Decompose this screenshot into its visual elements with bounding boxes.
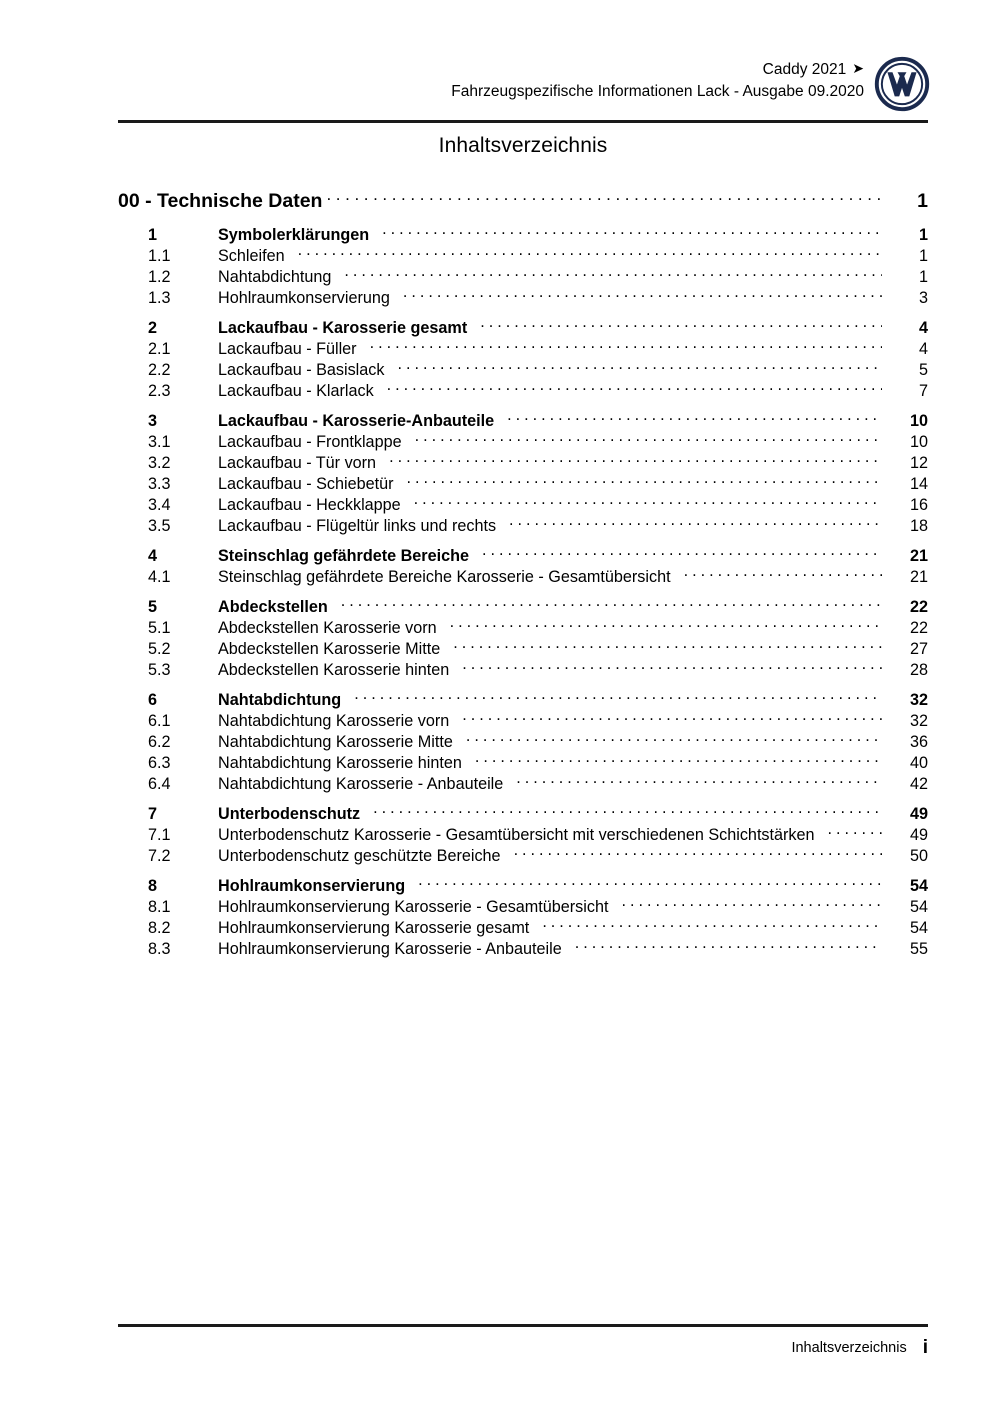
right-arrow-icon: ➤	[852, 60, 864, 76]
toc-entry-page: 10	[909, 412, 928, 431]
toc-entry-title: Unterbodenschutz geschützte Bereiche	[218, 847, 501, 866]
toc-entry-number: 3.1	[148, 433, 171, 452]
dot-leader	[828, 824, 882, 840]
dot-leader	[516, 773, 882, 789]
toc-entry-title: Nahtabdichtung Karosserie - Anbauteile	[218, 775, 504, 794]
footer-page-marker: i	[922, 1337, 928, 1358]
dot-leader	[382, 224, 882, 240]
dot-leader	[418, 875, 882, 891]
toc-entry-page: 40	[909, 754, 928, 773]
toc-entry-number: 3.2	[148, 454, 171, 473]
toc-row[interactable]	[118, 338, 928, 359]
toc-entry-page: 50	[909, 847, 928, 866]
toc-row[interactable]	[118, 287, 928, 308]
toc-entry-title: Schleifen	[218, 247, 285, 266]
toc-row[interactable]	[118, 710, 928, 731]
toc-row[interactable]	[118, 638, 928, 659]
toc-entry-page: 28	[909, 661, 928, 680]
toc-row[interactable]	[118, 359, 928, 380]
toc-entry-title: Abdeckstellen Karosserie Mitte	[218, 640, 441, 659]
toc-entry-title: Hohlraumkonservierung Karosserie - Gesamtübersicht	[218, 898, 609, 917]
toc-entry-number: 5	[148, 598, 158, 617]
toc-entry-number: 3.3	[148, 475, 171, 494]
toc-entry-title: Hohlraumkonservierung	[218, 877, 406, 896]
toc-row[interactable]	[118, 566, 928, 587]
toc-entry-number: 5.1	[148, 619, 171, 638]
toc-entry-title: Symbolerklärungen	[218, 226, 370, 245]
toc-entry-number: 5.3	[148, 661, 171, 680]
dot-leader	[462, 710, 882, 726]
dot-leader	[344, 266, 882, 282]
toc-entry-page: 12	[909, 454, 928, 473]
toc-entry-page: 3	[918, 289, 928, 308]
toc-entry-number: 6.3	[148, 754, 171, 773]
toc-entry-title: Unterbodenschutz Karosserie - Gesamtübersicht mit verschiedenen Schichtstärken	[218, 826, 815, 845]
toc-entry-title: Lackaufbau - Flügeltür links und rechts	[218, 517, 497, 536]
page-footer	[118, 1337, 928, 1359]
toc-row[interactable]	[118, 452, 928, 473]
toc-entry-page: 1	[918, 268, 928, 287]
dot-leader	[453, 638, 882, 654]
dot-leader	[450, 617, 882, 633]
toc-entry-page: 55	[909, 940, 928, 959]
toc-entry-page: 36	[909, 733, 928, 752]
dot-leader	[406, 473, 882, 489]
toc-entry-number: 7.2	[148, 847, 171, 866]
toc-entry-title: Lackaufbau - Frontklappe	[218, 433, 402, 452]
toc-entry-number: 2.3	[148, 382, 171, 401]
toc-entry-page: 21	[909, 547, 928, 566]
toc-row[interactable]	[118, 266, 928, 287]
dot-leader	[482, 545, 882, 561]
toc-entry-page: 21	[909, 568, 928, 587]
dot-leader	[403, 287, 882, 303]
toc-entry-number: 1.1	[148, 247, 171, 266]
toc-row[interactable]	[118, 617, 928, 638]
dot-leader	[354, 689, 882, 705]
toc-row[interactable]	[118, 380, 928, 401]
toc-entry-page: 1	[918, 247, 928, 266]
dot-leader	[684, 566, 882, 582]
toc-entry-number: 8.1	[148, 898, 171, 917]
header-document-line: Fahrzeugspezifische Informationen Lack - Ausgabe 09.2020	[451, 83, 864, 100]
toc-entry-number: 2.2	[148, 361, 171, 380]
table-of-contents	[118, 187, 928, 959]
toc-entry-number: 8.2	[148, 919, 171, 938]
toc-entry-title: Hohlraumkonservierung Karosserie gesamt	[218, 919, 530, 938]
dot-leader	[475, 752, 882, 768]
toc-entry-number: 7	[148, 805, 158, 824]
toc-row[interactable]	[118, 245, 928, 266]
dot-leader	[389, 452, 882, 468]
toc-entry-page: 49	[909, 805, 928, 824]
dot-leader	[415, 431, 882, 447]
toc-row[interactable]	[118, 494, 928, 515]
header-model-line	[118, 58, 864, 81]
toc-entry-number: 1.2	[148, 268, 171, 287]
toc-entry-title: Lackaufbau - Tür vorn	[218, 454, 377, 473]
toc-row[interactable]	[118, 317, 928, 338]
toc-entry-page: 1	[918, 226, 928, 245]
toc-entry-title: Lackaufbau - Basislack	[218, 361, 385, 380]
toc-entry-title: Lackaufbau - Heckklappe	[218, 496, 401, 515]
toc-entry-number: 6.2	[148, 733, 171, 752]
toc-row[interactable]	[118, 938, 928, 959]
toc-row[interactable]	[118, 659, 928, 680]
dot-leader	[298, 245, 882, 261]
toc-row[interactable]	[118, 689, 928, 710]
toc-entry-page: 32	[909, 691, 928, 710]
toc-entry-title: Lackaufbau - Klarlack	[218, 382, 374, 401]
toc-row[interactable]	[118, 545, 928, 566]
toc-entry-page: 14	[909, 475, 928, 494]
toc-entry-number: 2.1	[148, 340, 171, 359]
dot-leader	[370, 338, 882, 354]
toc-entry-number: 4	[148, 547, 158, 566]
toc-entry-title: Hohlraumkonservierung	[218, 289, 390, 308]
toc-entry-title: Nahtabdichtung	[218, 268, 332, 287]
header-model-label: Caddy 2021	[762, 61, 847, 78]
toc-entry-title: Steinschlag gefährdete Bereiche Karosserie - Gesamtübersicht	[218, 568, 671, 587]
dot-leader	[387, 380, 882, 396]
footer-divider	[118, 1324, 928, 1327]
toc-entry-number: 5.2	[148, 640, 171, 659]
dot-leader	[542, 917, 882, 933]
toc-entry-title: Lackaufbau - Karosserie-Anbauteile	[218, 412, 495, 431]
toc-entry-number: 3.5	[148, 517, 171, 536]
dot-leader	[397, 359, 882, 375]
toc-entry-number: 6.4	[148, 775, 171, 794]
toc-entry-title: Lackaufbau - Schiebetür	[218, 475, 394, 494]
header-divider	[118, 120, 928, 123]
toc-entry-number: 6	[148, 691, 158, 710]
toc-entry-page: 4	[918, 340, 928, 359]
toc-entry-page: 22	[909, 619, 928, 638]
page-title: Inhaltsverzeichnis	[438, 134, 608, 157]
toc-entry-page: 7	[918, 382, 928, 401]
toc-entry-page: 54	[909, 898, 928, 917]
toc-entry-title: Nahtabdichtung Karosserie vorn	[218, 712, 450, 731]
toc-entry-number: 4.1	[148, 568, 171, 587]
dot-leader	[414, 494, 882, 510]
toc-entry-page: 18	[909, 517, 928, 536]
dot-leader	[326, 187, 882, 207]
toc-row[interactable]	[118, 731, 928, 752]
dot-leader	[462, 659, 882, 675]
toc-chapter-page: 1	[917, 189, 928, 212]
toc-entry-number: 7.1	[148, 826, 171, 845]
toc-entry-page: 32	[909, 712, 928, 731]
toc-entry-number: 3.4	[148, 496, 171, 515]
toc-entry-page: 54	[909, 919, 928, 938]
toc-row[interactable]	[118, 896, 928, 917]
toc-entry-page: 49	[909, 826, 928, 845]
toc-entry-number: 2	[148, 319, 158, 338]
toc-entry-number: 8.3	[148, 940, 171, 959]
toc-entry-title: Abdeckstellen Karosserie hinten	[218, 661, 450, 680]
dot-leader	[480, 317, 882, 333]
toc-entry-page: 22	[909, 598, 928, 617]
toc-row[interactable]	[118, 473, 928, 494]
toc-row[interactable]	[118, 410, 928, 431]
toc-entry-page: 27	[909, 640, 928, 659]
vw-logo	[874, 56, 930, 112]
toc-entry-number: 1.3	[148, 289, 171, 308]
dot-leader	[621, 896, 882, 912]
toc-chapter-row[interactable]	[118, 187, 928, 215]
toc-entry-title: Lackaufbau - Füller	[218, 340, 357, 359]
toc-entry-title: Abdeckstellen Karosserie vorn	[218, 619, 437, 638]
toc-entry-number: 3	[148, 412, 158, 431]
toc-chapter-title: 00 - Technische Daten	[118, 189, 323, 212]
toc-entry-page: 16	[909, 496, 928, 515]
toc-row[interactable]	[118, 596, 928, 617]
toc-entry-title: Hohlraumkonservierung Karosserie - Anbauteile	[218, 940, 562, 959]
toc-entry-title: Nahtabdichtung Karosserie Mitte	[218, 733, 453, 752]
header-text-block	[118, 58, 928, 103]
toc-row[interactable]	[118, 224, 928, 245]
page-header	[118, 58, 928, 103]
toc-entry-page: 4	[918, 319, 928, 338]
dot-leader	[507, 410, 882, 426]
toc-row[interactable]	[118, 875, 928, 896]
toc-row[interactable]	[118, 752, 928, 773]
toc-entry-page: 10	[909, 433, 928, 452]
toc-entry-number: 8	[148, 877, 158, 896]
toc-entry-title: Nahtabdichtung	[218, 691, 342, 710]
dot-leader	[466, 731, 882, 747]
toc-entry-title: Nahtabdichtung Karosserie hinten	[218, 754, 462, 773]
dot-leader	[341, 596, 882, 612]
toc-row[interactable]	[118, 917, 928, 938]
toc-row[interactable]	[118, 824, 928, 845]
toc-entry-title: Abdeckstellen	[218, 598, 328, 617]
footer-label: Inhaltsverzeichnis	[791, 1340, 907, 1356]
toc-row[interactable]	[118, 515, 928, 536]
toc-entry-list	[118, 224, 928, 959]
toc-entry-title: Lackaufbau - Karosserie gesamt	[218, 319, 468, 338]
toc-row[interactable]	[118, 803, 928, 824]
toc-entry-page: 5	[918, 361, 928, 380]
toc-entry-number: 1	[148, 226, 158, 245]
toc-entry-title: Unterbodenschutz	[218, 805, 361, 824]
toc-row[interactable]	[118, 431, 928, 452]
toc-entry-title: Steinschlag gefährdete Bereiche	[218, 547, 469, 566]
toc-entry-number: 6.1	[148, 712, 171, 731]
toc-entry-page: 54	[909, 877, 928, 896]
dot-leader	[509, 515, 882, 531]
toc-row[interactable]	[118, 773, 928, 794]
dot-leader	[514, 845, 882, 861]
dot-leader	[575, 938, 882, 954]
toc-entry-page: 42	[909, 775, 928, 794]
dot-leader	[373, 803, 882, 819]
toc-row[interactable]	[118, 845, 928, 866]
